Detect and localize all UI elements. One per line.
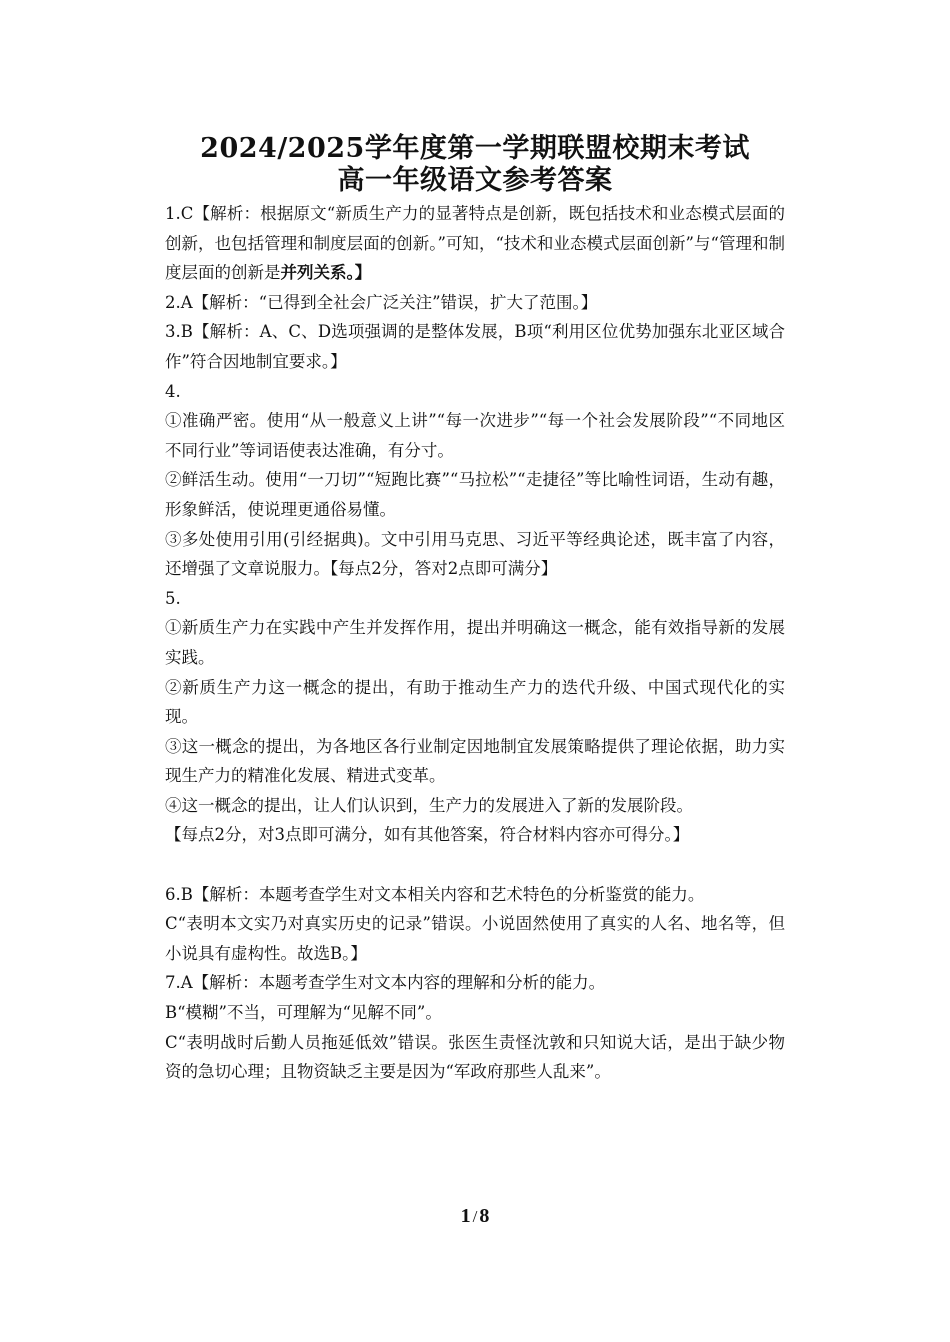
current-page-number: 1 — [460, 1205, 471, 1227]
total-page-count: 8 — [479, 1205, 490, 1227]
answer-q3: 3.B【解析：A、C、D选项强调的是整体发展，B项“利用区位优势加强东北亚区域合作”符合因地制宜要求。】 — [165, 322, 785, 371]
answer-q5-scoring-note: 【每点2分，对3点即可满分，如有其他答案，符合材料内容亦可得分。】 — [165, 825, 690, 845]
answer-q1-bold: 并列关系 — [280, 263, 347, 283]
document-title-line-2: 高一年级语文参考答案 — [337, 165, 613, 196]
document-title-line-1: 2024/2025学年度第一学期联盟校期末考试 — [200, 133, 750, 164]
answer-q4-point-2: ②鲜活生动。使用“一刀切”“短跑比赛”“马拉松”“走捷径”等比喻性词语，生动有趣，形象鲜活，使说理更通俗易懂。 — [165, 470, 785, 519]
answer-q5-point-2: ②新质生产力这一概念的提出，有助于推动生产力的迭代升级、中国式现代化的实现。 — [165, 677, 785, 727]
answer-q6-line-1: 6.B【解析：本题考查学生对文本相关内容和艺术特色的分析鉴赏的能力。 — [165, 884, 705, 904]
answer-q4-point-1: ①准确严密。使用“从一般意义上讲”“每一次进步”“每一个社会发展阶段”“不同地区不同行业”等词语使表达准确，有分寸。 — [165, 411, 785, 460]
answer-q2: 2.A【解析：“已得到全社会广泛关注”错误，扩大了范围。】 — [165, 292, 598, 312]
page-number — [0, 1205, 950, 1228]
answer-q6-line-2: C“表明本文实乃对真实历史的记录”错误。小说固然使用了真实的人名、地名等，但小说具有虚构性。故选B。】 — [165, 914, 785, 963]
page-separator: / — [472, 1207, 478, 1226]
answer-q4-number: 4. — [165, 381, 181, 401]
answer-q4-point-3: ③多处使用引用(引经据典)。文中引用马克思、习近平等经典论述，既丰富了内容，还增强了文章说服力。【每点2分，答对2点即可满分】 — [165, 529, 785, 579]
answer-q5-point-4: ④这一概念的提出，让人们认识到，生产力的发展进入了新的发展阶段。 — [165, 795, 693, 815]
answer-q7-line-3: C“表明战时后勤人员拖延低效”错误。张医生责怪沈敦和只知说大话，是出于缺少物资的急切心理；且物资缺乏主要是因为“军政府那些人乱来”。 — [165, 1032, 785, 1082]
answer-q5-point-1: ①新质生产力在实践中产生并发挥作用，提出并明确这一概念，能有效指导新的发展实践。 — [165, 618, 785, 667]
answer-q7-line-1: 7.A【解析：本题考查学生对文本内容的理解和分析的能力。 — [165, 973, 606, 993]
answer-body — [165, 199, 785, 1087]
title-block — [0, 133, 950, 197]
answer-q5-number: 5. — [165, 588, 181, 608]
answer-q1 — [165, 199, 785, 288]
answer-q5-point-3: ③这一概念的提出，为各地区各行业制定因地制宜发展策略提供了理论依据，助力实现生产力的精准化发展、精进式变革。 — [165, 736, 785, 786]
answer-q1-text: 1.C【解析：根据原文“新质生产力的显著特点是创新，既包括技术和业态模式层面的创新，也包括管理和制度层面的创新。”可知，“技术和业态模式层面创新”与“管理和制度层面的创新是 — [165, 204, 785, 283]
paragraph-gap — [165, 850, 785, 880]
answer-q7-line-2: B“模糊”不当，可理解为“见解不同”。 — [165, 1003, 442, 1023]
answer-q1-end: 。】 — [346, 263, 372, 283]
